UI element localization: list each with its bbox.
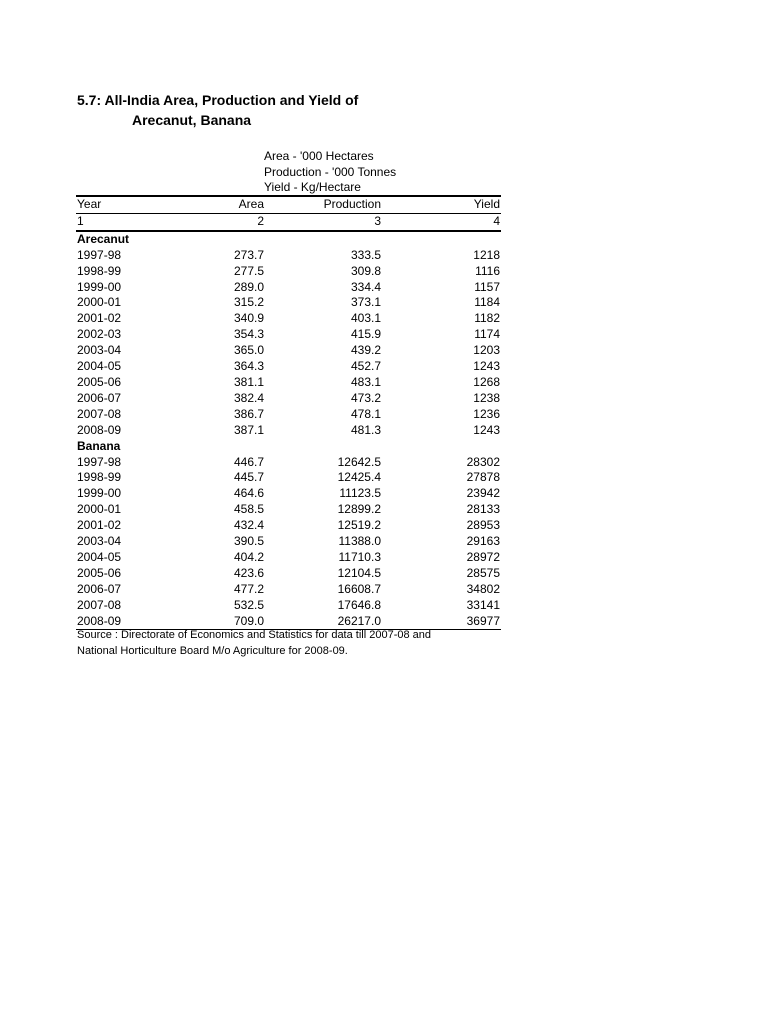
cell-area: 289.0: [233, 279, 264, 294]
header-year: Year: [76, 196, 198, 213]
source-note: [77, 627, 431, 659]
table-row: [76, 407, 501, 423]
data-table: [76, 195, 501, 630]
cell-yield: 1157: [474, 279, 500, 294]
cell-area: 381.1: [233, 374, 264, 389]
cell-yield: 33141: [466, 597, 500, 612]
cell-yield: 1243: [473, 359, 500, 374]
units-production: Production - '000 Tonnes: [264, 164, 397, 179]
cell-year: 2008-09: [76, 614, 198, 630]
cell-area: 364.3: [233, 359, 264, 374]
col-number-3: 3: [265, 213, 382, 230]
cell-year: 2005-06: [77, 374, 122, 389]
cell-area: 340.9: [233, 311, 264, 326]
table-row: [76, 343, 501, 359]
cell-production: 11388.0: [338, 534, 381, 549]
table-row: [76, 391, 501, 407]
table-row: [76, 470, 501, 486]
section-label: Arecanut: [77, 231, 130, 246]
table-row: [76, 423, 501, 439]
cell-production: 473.2: [350, 390, 381, 405]
table-row: [76, 375, 501, 391]
cell-area: 382.4: [233, 390, 264, 405]
cell-year: 2008-09: [77, 422, 122, 437]
table-row: [76, 598, 501, 614]
cell-area: 404.2: [233, 549, 264, 564]
cell-yield: 28575: [466, 565, 500, 580]
cell-area: 354.3: [233, 327, 264, 342]
cell-area: 277.5: [233, 263, 264, 278]
cell-production: 11123.5: [339, 486, 381, 501]
cell-year: 2007-08: [77, 406, 122, 421]
cell-year: 1997-98: [77, 454, 122, 469]
cell-area: 446.7: [233, 454, 264, 469]
section-row: [76, 231, 501, 248]
cell-yield: 1236: [473, 406, 500, 421]
cell-yield: 1218: [473, 247, 500, 262]
cell-production: 483.1: [350, 374, 381, 389]
cell-area: 445.7: [233, 470, 264, 485]
cell-yield: 27878: [466, 470, 500, 485]
page-title: [77, 90, 358, 130]
cell-area: 390.5: [233, 534, 264, 549]
cell-year: 2006-07: [77, 390, 122, 405]
col-number-4: 4: [382, 213, 501, 230]
header-area: Area: [198, 196, 265, 213]
cell-year: 1999-00: [77, 486, 122, 501]
cell-area: 432.4: [233, 518, 264, 533]
cell-year: 2004-05: [77, 549, 122, 564]
table-row: [76, 566, 501, 582]
cell-yield: 28953: [466, 518, 500, 533]
col-number-2: 2: [198, 213, 265, 230]
cell-year: 2001-02: [77, 311, 122, 326]
cell-year: 2001-02: [77, 518, 122, 533]
cell-yield: 1203: [473, 343, 500, 358]
cell-yield: 34802: [466, 581, 500, 596]
header-yield: Yield: [382, 196, 501, 213]
units-yield: Yield - Kg/Hectare: [264, 180, 361, 194]
cell-production: 12899.2: [337, 502, 381, 517]
col-number-1: 1: [76, 213, 198, 230]
cell-yield: 1243: [473, 422, 500, 437]
cell-yield: 36977: [382, 614, 501, 630]
table-row: [76, 550, 501, 566]
table-row: [76, 455, 501, 471]
cell-year: 1999-00: [77, 279, 122, 294]
cell-year: 1998-99: [77, 470, 122, 485]
table-row: [76, 327, 501, 343]
cell-area: 464.6: [233, 486, 264, 501]
cell-yield: 28302: [466, 454, 500, 469]
table-row: [76, 582, 501, 598]
cell-area: 423.6: [233, 565, 264, 580]
cell-yield: 23942: [466, 486, 500, 501]
table-row: [76, 264, 501, 280]
cell-year: 2000-01: [77, 295, 122, 310]
cell-yield: 1174: [474, 327, 500, 342]
cell-area: 477.2: [233, 581, 264, 596]
cell-production: 309.8: [350, 263, 381, 278]
source-line-2: National Horticulture Board M/o Agriculture for 2008-09.: [77, 645, 348, 657]
cell-production: 478.1: [350, 406, 381, 421]
cell-yield: 1182: [474, 311, 500, 326]
cell-area: 273.7: [233, 247, 264, 262]
cell-year: 2005-06: [77, 565, 122, 580]
cell-yield: 1184: [474, 295, 500, 310]
source-line-1: Source : Directorate of Economics and Statistics for data till 2007-08 and: [77, 629, 432, 641]
cell-area: 365.0: [233, 343, 264, 358]
cell-production: 415.9: [350, 327, 381, 342]
table-row: [76, 518, 501, 534]
section-row: [76, 439, 501, 455]
cell-year: 2006-07: [77, 581, 122, 596]
cell-yield: 1268: [473, 374, 500, 389]
cell-yield: 1116: [475, 263, 500, 278]
cell-production: 373.1: [350, 295, 381, 310]
table-row: [76, 486, 501, 502]
cell-yield: 1238: [473, 390, 500, 405]
section-label: Banana: [77, 438, 121, 453]
cell-year: 2003-04: [77, 534, 122, 549]
table-row: [76, 502, 501, 518]
cell-yield: 29163: [466, 534, 500, 549]
cell-area: 709.0: [198, 614, 265, 630]
cell-production: 333.5: [350, 247, 381, 262]
cell-production: 17646.8: [337, 597, 381, 612]
cell-year: 1998-99: [77, 263, 122, 278]
table-row: [76, 534, 501, 550]
cell-year: 2003-04: [77, 343, 122, 358]
cell-year: 2002-03: [77, 327, 122, 342]
cell-production: 12519.2: [337, 518, 381, 533]
cell-production: 334.4: [350, 279, 381, 294]
cell-year: 2004-05: [77, 359, 122, 374]
cell-year: 2007-08: [77, 597, 122, 612]
cell-production: 11710.3: [338, 549, 381, 564]
table-row: [76, 359, 501, 375]
cell-year: 2000-01: [77, 502, 122, 517]
cell-area: 315.2: [233, 295, 264, 310]
header-row: [76, 196, 501, 213]
table-row: [76, 280, 501, 296]
column-number-row: [76, 213, 501, 230]
units-area: Area - '000 Hectares: [264, 149, 374, 163]
units-legend: [264, 149, 396, 196]
title-line-2: Arecanut, Banana: [132, 112, 252, 128]
table-row: [76, 311, 501, 327]
cell-yield: 28972: [466, 549, 500, 564]
cell-area: 532.5: [233, 597, 264, 612]
cell-production: 16608.7: [337, 581, 381, 596]
cell-yield: 28133: [466, 502, 500, 517]
cell-year: 1997-98: [77, 247, 122, 262]
cell-production: 12104.5: [337, 565, 381, 580]
table-row: [76, 295, 501, 311]
cell-production: 12425.4: [337, 470, 381, 485]
cell-production: 439.2: [350, 343, 381, 358]
cell-area: 458.5: [233, 502, 264, 517]
cell-production: 481.3: [350, 422, 381, 437]
cell-area: 386.7: [233, 406, 264, 421]
header-production: Production: [265, 196, 382, 213]
cell-production: 26217.0: [265, 614, 382, 630]
cell-production: 452.7: [350, 359, 381, 374]
table-row: [76, 248, 501, 264]
title-line-1: 5.7: All-India Area, Production and Yield of: [77, 92, 359, 108]
cell-production: 12642.5: [337, 454, 381, 469]
cell-area: 387.1: [233, 422, 264, 437]
cell-production: 403.1: [350, 311, 381, 326]
